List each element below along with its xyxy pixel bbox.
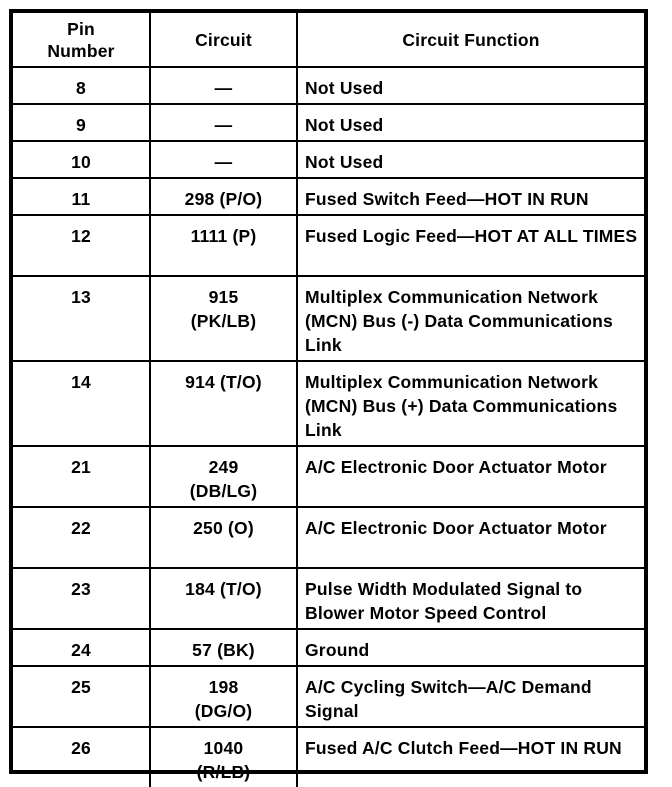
cell-pin: 10 bbox=[13, 141, 150, 178]
table-row bbox=[13, 104, 644, 141]
cell-function: Not Used bbox=[297, 141, 644, 178]
cell-function: Fused Switch Feed—HOT IN RUN bbox=[297, 178, 644, 215]
table-row bbox=[13, 67, 644, 104]
cell-function: A/C Electronic Door Actuator Motor bbox=[297, 507, 644, 568]
cell-function: A/C Electronic Door Actuator Motor bbox=[297, 446, 644, 507]
cell-function: Not Used bbox=[297, 104, 644, 141]
cell-circuit: 298 (P/O) bbox=[150, 178, 297, 215]
table-row bbox=[13, 141, 644, 178]
cell-circuit: 249 (DB/LG) bbox=[150, 446, 297, 507]
table-row bbox=[13, 215, 644, 276]
cell-pin: 13 bbox=[13, 276, 150, 361]
cell-pin: 8 bbox=[13, 67, 150, 104]
cell-function: Pulse Width Modulated Signal to Blower Motor Speed Control bbox=[297, 568, 644, 629]
cell-function: Fused Logic Feed—HOT AT ALL TIMES bbox=[297, 215, 644, 276]
cell-function: Multiplex Communication Network (MCN) Bus (+) Data Communications Link bbox=[297, 361, 644, 446]
cell-circuit: 914 (T/O) bbox=[150, 361, 297, 446]
cell-function: Fused A/C Clutch Feed—HOT IN RUN bbox=[297, 727, 644, 787]
cell-pin: 26 bbox=[13, 727, 150, 787]
cell-circuit: 250 (O) bbox=[150, 507, 297, 568]
cell-pin: 12 bbox=[13, 215, 150, 276]
table-row bbox=[13, 276, 644, 361]
cell-function: A/C Cycling Switch—A/C Demand Signal bbox=[297, 666, 644, 727]
cell-circuit: — bbox=[150, 104, 297, 141]
cell-pin: 23 bbox=[13, 568, 150, 629]
cell-function: Ground bbox=[297, 629, 644, 666]
table-row bbox=[13, 568, 644, 629]
cell-circuit: 915 (PK/LB) bbox=[150, 276, 297, 361]
table-row bbox=[13, 361, 644, 446]
cell-pin: 25 bbox=[13, 666, 150, 727]
table-row bbox=[13, 507, 644, 568]
header-row bbox=[13, 13, 644, 67]
header-circuit: Circuit bbox=[150, 13, 297, 67]
cell-pin: 9 bbox=[13, 104, 150, 141]
table-row bbox=[13, 666, 644, 727]
table-row bbox=[13, 446, 644, 507]
table-row bbox=[13, 629, 644, 666]
table-row bbox=[13, 178, 644, 215]
cell-pin: 11 bbox=[13, 178, 150, 215]
cell-circuit: — bbox=[150, 141, 297, 178]
pin-table-frame bbox=[9, 9, 648, 782]
cell-pin: 21 bbox=[13, 446, 150, 507]
table-row bbox=[13, 727, 644, 787]
cell-pin: 24 bbox=[13, 629, 150, 666]
header-pin-number: Pin Number bbox=[13, 13, 150, 67]
cell-circuit: 198 (DG/O) bbox=[150, 666, 297, 727]
pin-table bbox=[13, 13, 644, 787]
cell-pin: 14 bbox=[13, 361, 150, 446]
cell-circuit: — bbox=[150, 67, 297, 104]
cell-function: Not Used bbox=[297, 67, 644, 104]
header-circuit-function: Circuit Function bbox=[297, 13, 644, 67]
cell-circuit: 1111 (P) bbox=[150, 215, 297, 276]
cell-circuit: 57 (BK) bbox=[150, 629, 297, 666]
cell-function: Multiplex Communication Network (MCN) Bus (-) Data Communications Link bbox=[297, 276, 644, 361]
cell-circuit: 1040 (R/LB) bbox=[150, 727, 297, 787]
cell-circuit: 184 (T/O) bbox=[150, 568, 297, 629]
cell-pin: 22 bbox=[13, 507, 150, 568]
